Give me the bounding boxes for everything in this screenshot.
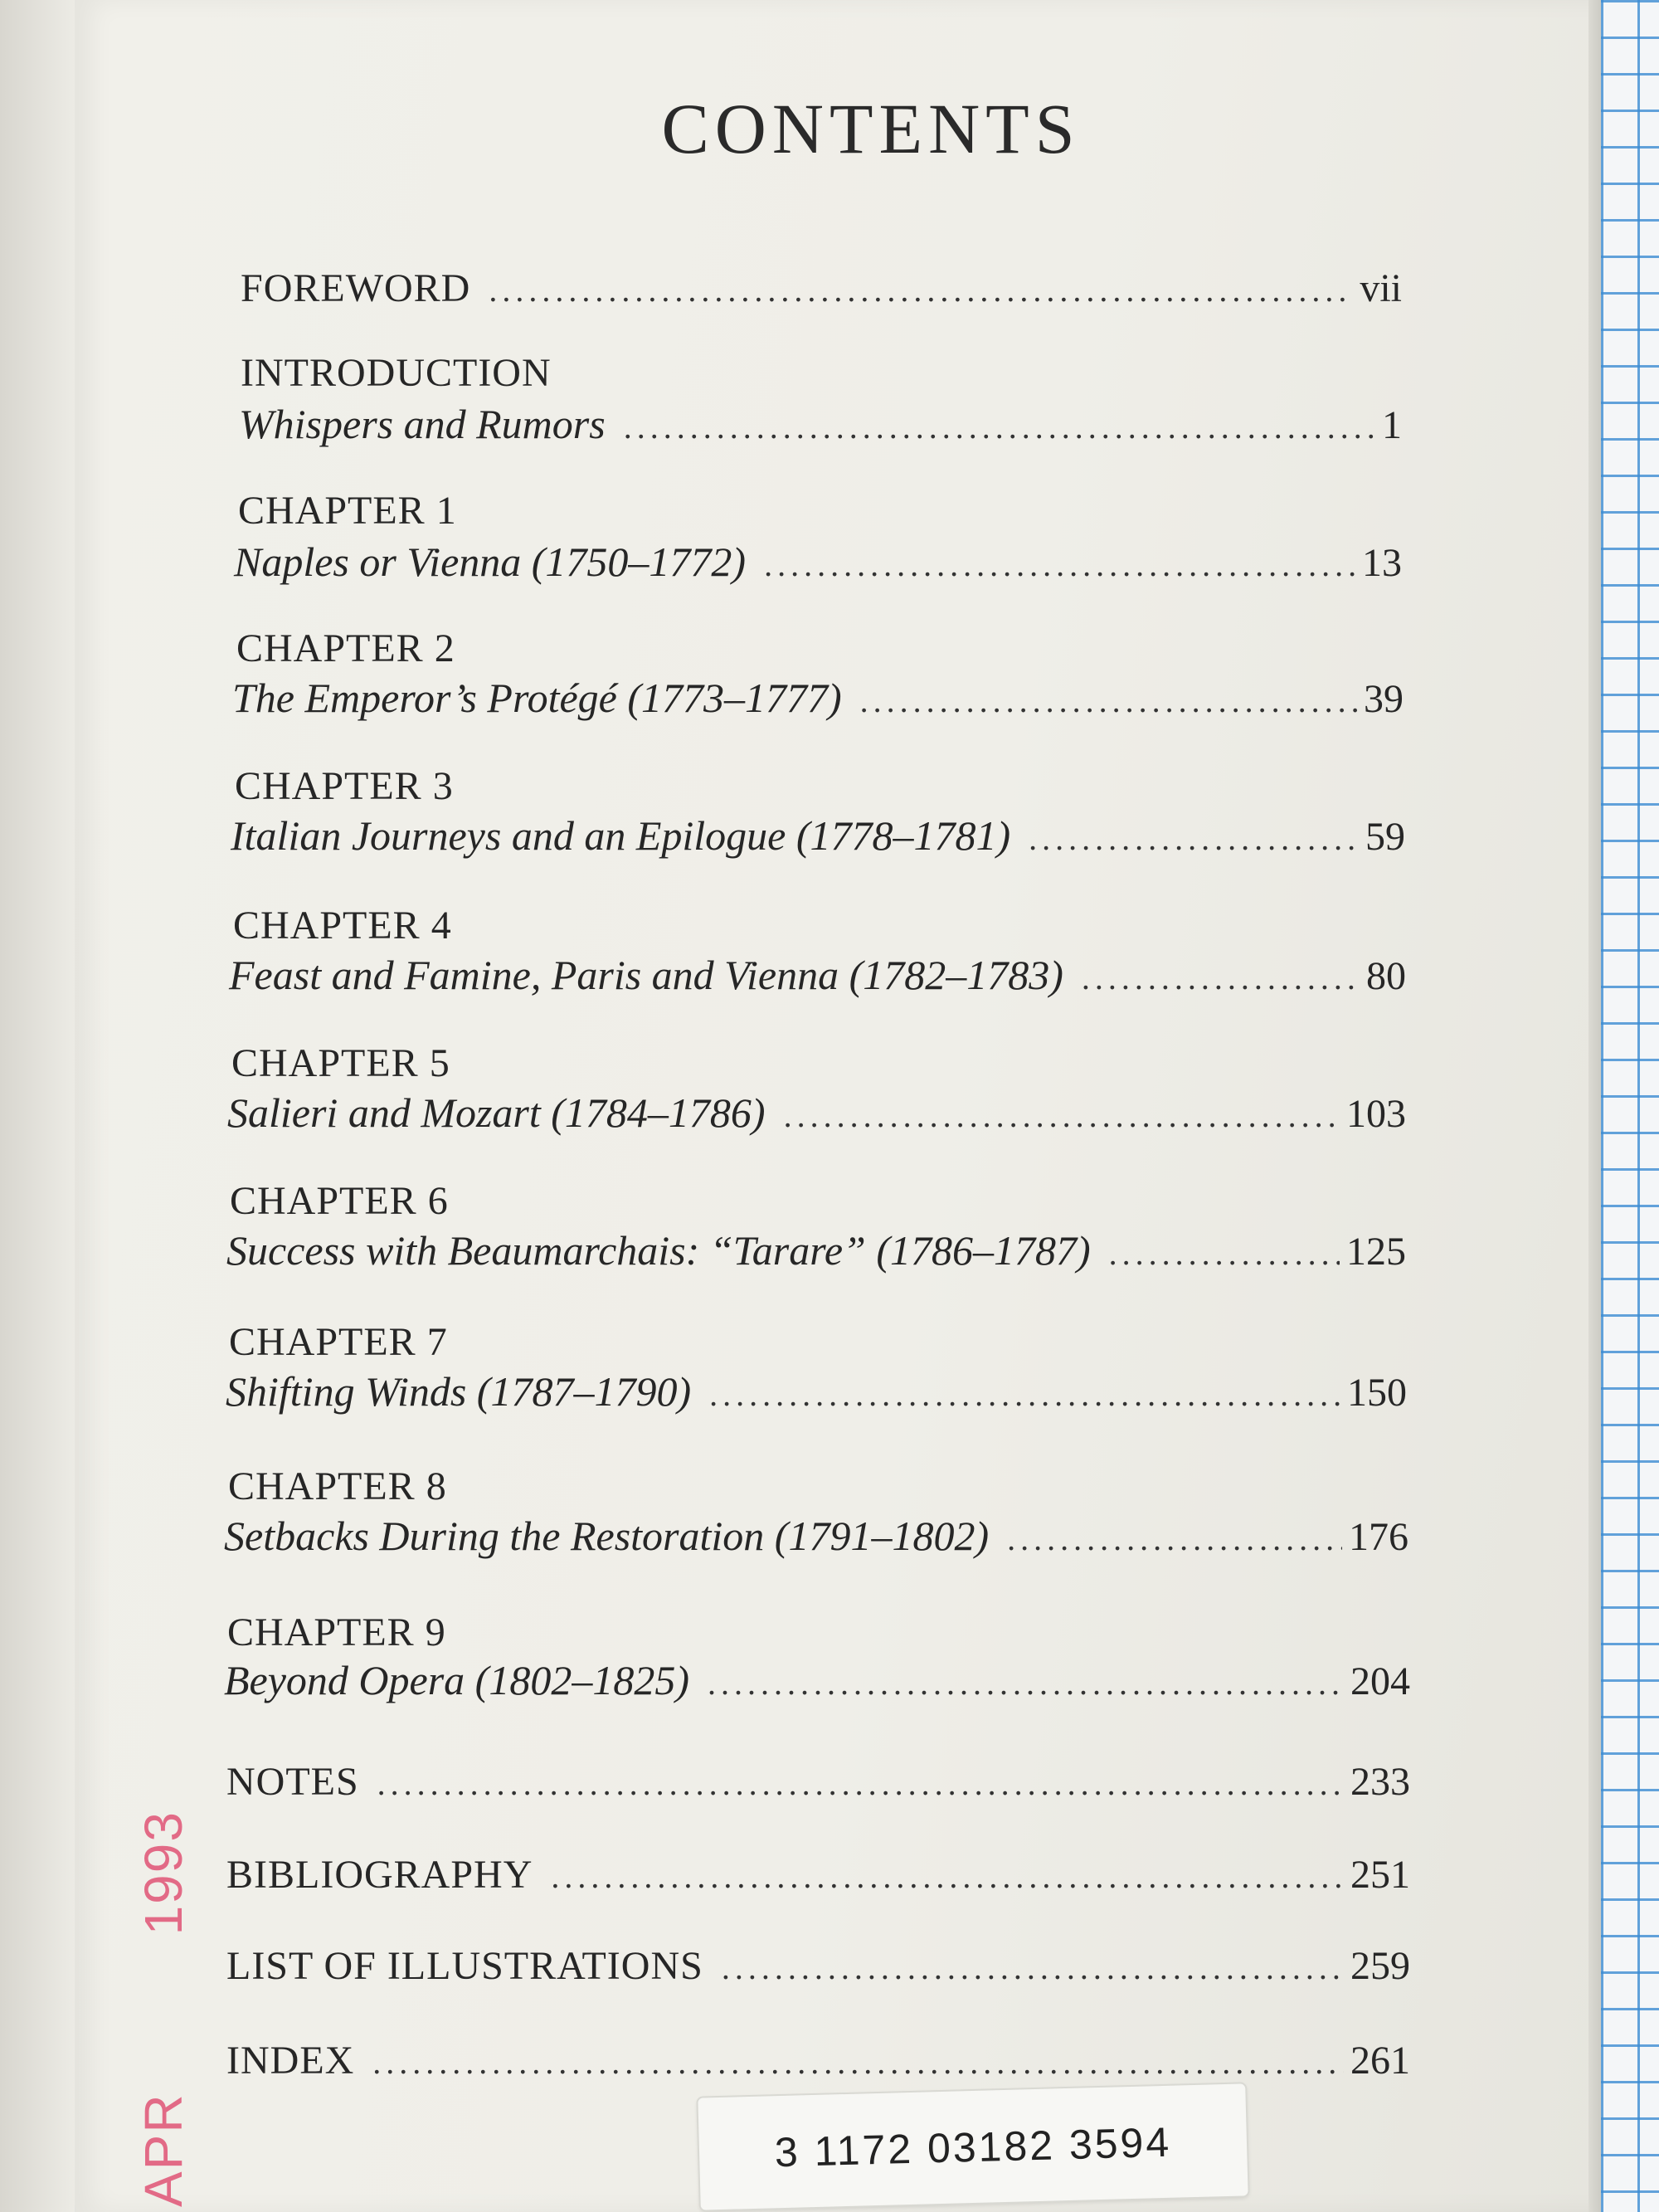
toc-entry-label: INDEX <box>226 2039 355 2083</box>
toc-entry-notes <box>226 1759 1410 1805</box>
toc-entry-label: Whispers and Rumors <box>239 401 606 447</box>
toc-heading-chapter-6: CHAPTER 6 <box>230 1179 449 1223</box>
toc-page-number: 150 <box>1347 1371 1407 1415</box>
leader-dots <box>708 1664 1344 1703</box>
toc-entry-label: NOTES <box>226 1760 359 1804</box>
toc-page-number: 259 <box>1350 1944 1410 1988</box>
toc-page-number: 80 <box>1366 954 1406 998</box>
toc-heading-chapter-5: CHAPTER 5 <box>231 1041 450 1085</box>
stamp-year: 1993 <box>134 1810 193 1936</box>
toc-entry-index <box>226 2038 1410 2083</box>
barcode-number: 3 1172 03182 3594 <box>774 2118 1172 2175</box>
toc-entry-foreword <box>241 266 1402 311</box>
toc-entry-chapter-3 <box>231 811 1405 860</box>
toc-entry-chapter-2 <box>232 674 1404 722</box>
toc-entry-label: Setbacks During the Restoration (1791–1802) <box>224 1513 990 1559</box>
leader-dots <box>1109 1234 1340 1273</box>
toc-entry-chapter-8 <box>224 1512 1408 1560</box>
page-title: CONTENTS <box>661 89 1081 168</box>
leader-dots <box>764 545 1355 584</box>
toc-heading-chapter-1: CHAPTER 1 <box>238 489 457 533</box>
toc-entry-chapter-7 <box>226 1367 1407 1415</box>
leader-dots <box>860 681 1357 720</box>
toc-entry-label: Naples or Vienna (1750–1772) <box>234 538 747 585</box>
toc-page-number: 176 <box>1349 1515 1408 1559</box>
toc-page-number: 1 <box>1382 403 1402 447</box>
toc-heading-chapter-4: CHAPTER 4 <box>233 904 452 948</box>
toc-entry-list-of-illustrations <box>226 1943 1410 1989</box>
toc-heading-chapter-2: CHAPTER 2 <box>236 626 455 670</box>
toc-page-number: 125 <box>1346 1230 1406 1274</box>
toc-page-number: 204 <box>1350 1659 1410 1703</box>
leader-dots <box>784 1096 1340 1135</box>
leader-dots <box>624 407 1375 446</box>
toc-entry-label: Shifting Winds (1787–1790) <box>226 1368 692 1415</box>
toc-entry-chapter-5 <box>227 1089 1406 1137</box>
toc-entry-label: LIST OF ILLUSTRATIONS <box>226 1944 703 1988</box>
leader-dots <box>1082 958 1360 997</box>
toc-entry-label: Success with Beaumarchais: “Tarare” (1786–1787) <box>226 1227 1091 1274</box>
leader-dots <box>1029 819 1359 858</box>
toc-heading-introduction: INTRODUCTION <box>241 351 552 395</box>
stamp-month: APR <box>134 2093 193 2207</box>
date-stamp <box>133 1810 194 2207</box>
toc-page-number: 233 <box>1350 1760 1410 1804</box>
toc-entry-label: Italian Journeys and an Epilogue (1778–1781) <box>231 812 1011 859</box>
toc-page-number: vii <box>1360 266 1402 310</box>
toc-entry-label: The Emperor’s Protégé (1773–1777) <box>232 675 842 721</box>
toc-entry-chapter-6 <box>226 1226 1406 1274</box>
toc-entry-chapter-9 <box>224 1656 1410 1704</box>
toc-page-number: 13 <box>1362 541 1402 585</box>
toc-page-number: 103 <box>1346 1092 1406 1136</box>
library-barcode-label <box>698 2083 1248 2210</box>
toc-entry-bibliography <box>226 1852 1410 1898</box>
leader-dots <box>489 270 1353 309</box>
toc-heading-chapter-8: CHAPTER 8 <box>228 1464 447 1508</box>
toc-entry-chapter-1 <box>234 538 1402 586</box>
leader-dots <box>1007 1519 1342 1558</box>
toc-entry-label: Beyond Opera (1802–1825) <box>224 1657 689 1703</box>
toc-entry-label: Feast and Famine, Paris and Vienna (1782–1783) <box>229 952 1063 998</box>
toc-entry-label: Salieri and Mozart (1784–1786) <box>227 1089 766 1136</box>
toc-entry-chapter-4 <box>229 951 1406 999</box>
toc-entry-label: BIBLIOGRAPHY <box>226 1853 533 1897</box>
leader-dots <box>377 1764 1344 1803</box>
toc-entry-label: FOREWORD <box>241 266 471 310</box>
toc-heading-chapter-7: CHAPTER 7 <box>229 1320 448 1364</box>
leader-dots <box>372 2043 1344 2082</box>
toc-page-number: 261 <box>1350 2039 1410 2083</box>
toc-page-number: 39 <box>1364 677 1404 721</box>
toc-heading-chapter-3: CHAPTER 3 <box>235 764 454 808</box>
leader-dots <box>722 1948 1344 1987</box>
toc-entry-introduction <box>239 400 1402 448</box>
leader-dots <box>551 1857 1344 1896</box>
leader-dots <box>709 1375 1340 1414</box>
toc-heading-chapter-9: CHAPTER 9 <box>227 1610 446 1654</box>
toc-page-number: 59 <box>1365 815 1405 859</box>
toc-page-number: 251 <box>1350 1853 1410 1897</box>
